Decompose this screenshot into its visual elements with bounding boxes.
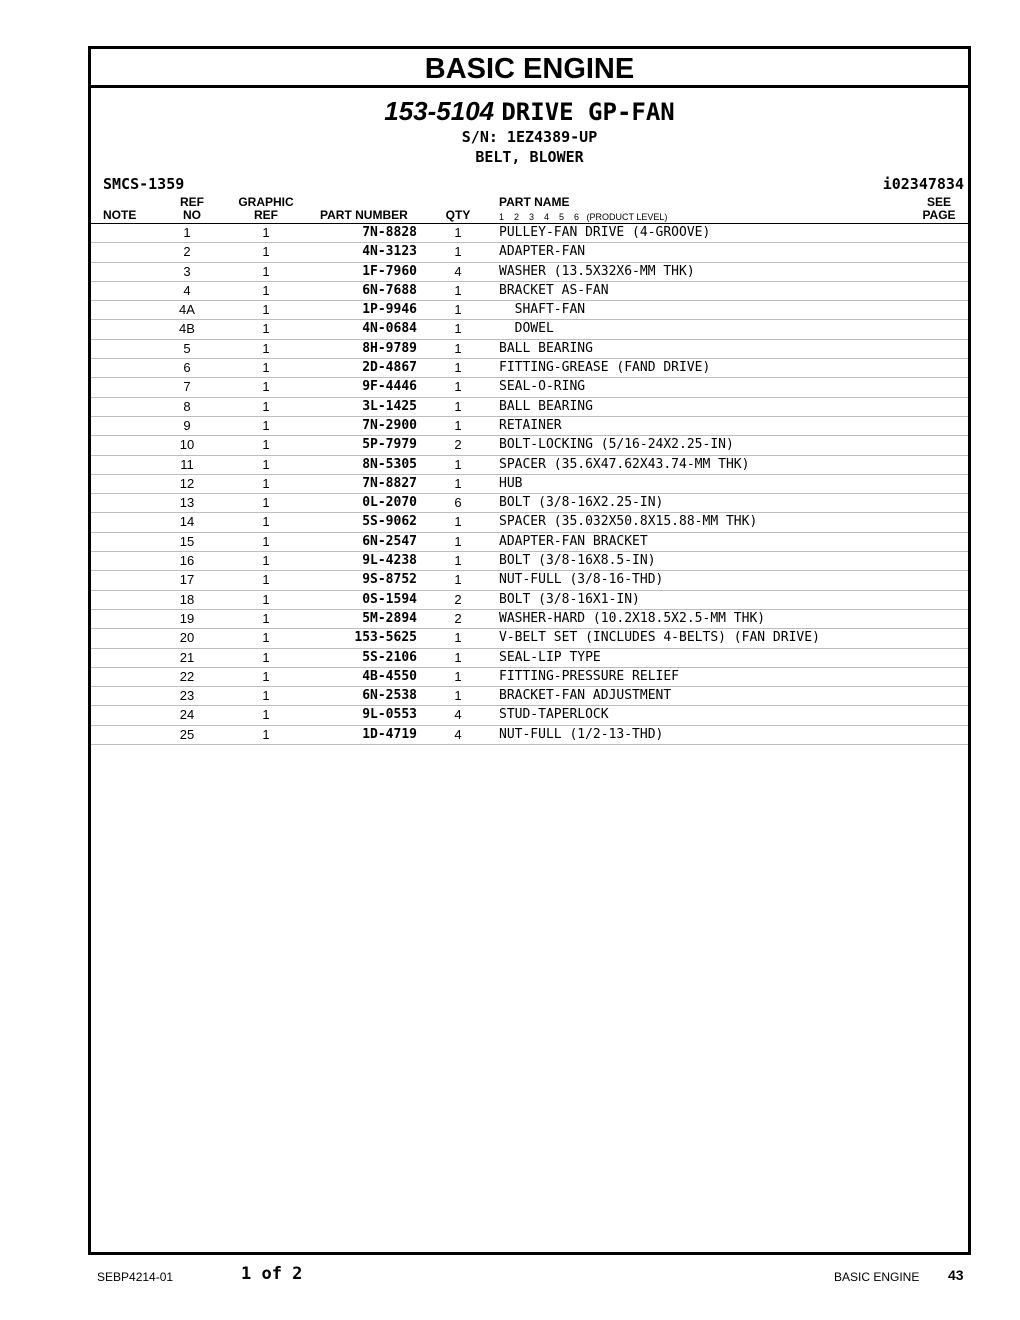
- row-graphic-ref: 1: [262, 495, 270, 511]
- row-graphic-ref: 1: [262, 282, 270, 298]
- row-ref-no: 17: [179, 572, 195, 588]
- row-qty: 1: [454, 649, 462, 665]
- col-graphic-bottom: REF: [254, 208, 278, 222]
- row-ref-no: 13: [179, 495, 195, 511]
- row-part-name: FITTING-PRESSURE RELIEF: [499, 668, 680, 684]
- row-ref-no: 22: [179, 668, 195, 684]
- row-qty: 1: [454, 630, 462, 646]
- row-part-number: 1P-9946: [362, 302, 417, 318]
- group-part-number: 153-5104: [384, 96, 495, 126]
- table-row: [91, 533, 968, 552]
- row-qty: 4: [454, 707, 462, 723]
- row-graphic-ref: 1: [262, 225, 270, 240]
- row-graphic-ref: 1: [262, 553, 270, 569]
- row-part-number: 2D-4867: [362, 360, 417, 376]
- row-graphic-ref: 1: [262, 417, 270, 433]
- row-qty: 1: [454, 398, 462, 414]
- row-ref-no: 11: [180, 456, 194, 472]
- row-part-name: BOLT (3/8-16X8.5-IN): [499, 553, 656, 569]
- row-part-number: 0L-2070: [362, 495, 417, 511]
- row-part-number: 6N-2547: [362, 533, 417, 549]
- table-row: [91, 263, 968, 282]
- row-qty: 2: [454, 437, 462, 453]
- id-line: [91, 173, 968, 195]
- table-row: [91, 706, 968, 725]
- col-part-number: PART NUMBER: [320, 208, 408, 222]
- table-row: [91, 417, 968, 436]
- row-graphic-ref: 1: [262, 591, 270, 607]
- row-ref-no: 15: [179, 533, 195, 549]
- row-ref-no: 8: [183, 398, 191, 414]
- row-ref-no: 7: [183, 379, 191, 395]
- col-see-top: SEE: [926, 195, 951, 209]
- row-part-name: ADAPTER-FAN BRACKET: [499, 533, 648, 549]
- row-part-number: 4B-4550: [362, 668, 417, 684]
- table-row: [91, 513, 968, 532]
- table-row: [91, 243, 968, 262]
- row-part-name: ADAPTER-FAN: [499, 244, 586, 260]
- row-part-name: SEAL-O-RING: [499, 379, 586, 395]
- row-graphic-ref: 1: [262, 475, 270, 491]
- row-qty: 1: [454, 456, 462, 472]
- parts-table-body: [91, 224, 968, 745]
- row-part-name: SPACER (35.032X50.8X15.88-MM THK): [499, 514, 758, 530]
- row-ref-no: 1: [183, 225, 191, 240]
- row-part-number: 153-5625: [354, 630, 417, 646]
- footer-page-of: 1 of 2: [241, 1264, 303, 1284]
- row-part-number: 9L-4238: [362, 553, 417, 569]
- row-part-number: 3L-1425: [362, 398, 417, 414]
- row-part-number: 1F-7960: [362, 263, 417, 279]
- row-qty: 4: [454, 263, 462, 279]
- row-part-number: 1D-4719: [362, 726, 417, 742]
- row-graphic-ref: 1: [262, 340, 270, 356]
- row-part-number: 7N-2900: [362, 417, 417, 433]
- row-part-name: V-BELT SET (INCLUDES 4-BELTS) (FAN DRIVE): [499, 630, 820, 646]
- col-ref-top: REF: [180, 195, 204, 209]
- row-part-name: BALL BEARING: [499, 398, 593, 414]
- row-ref-no: 2: [183, 244, 191, 260]
- table-row: [91, 687, 968, 706]
- page-footer: [0, 1264, 1020, 1288]
- serial-number: S/N: 1EZ4389-UP: [461, 128, 598, 146]
- row-ref-no: 12: [179, 475, 195, 491]
- row-ref-no: 5: [183, 340, 191, 356]
- row-qty: 1: [454, 572, 462, 588]
- row-qty: 1: [454, 553, 462, 569]
- row-part-name: NUT-FULL (3/8-16-THD): [499, 572, 664, 588]
- table-row: [91, 282, 968, 301]
- row-qty: 1: [454, 417, 462, 433]
- row-part-number: 4N-3123: [362, 244, 417, 260]
- row-part-name: BOLT-LOCKING (5/16-24X2.25-IN): [499, 437, 734, 453]
- row-ref-no: 23: [179, 688, 195, 704]
- row-part-number: 8H-9789: [362, 340, 417, 356]
- row-ref-no: 21: [179, 649, 195, 665]
- row-part-name: BRACKET AS-FAN: [499, 282, 609, 298]
- row-ref-no: 10: [179, 437, 195, 453]
- smcs-code: SMCS-1359: [103, 175, 185, 193]
- row-graphic-ref: 1: [262, 379, 270, 395]
- row-graphic-ref: 1: [262, 726, 270, 742]
- row-ref-no: 3: [183, 263, 191, 279]
- table-row: [91, 340, 968, 359]
- row-qty: 2: [454, 591, 462, 607]
- row-graphic-ref: 1: [262, 437, 270, 453]
- row-graphic-ref: 1: [262, 398, 270, 414]
- row-part-name: SHAFT-FAN: [499, 302, 586, 318]
- row-ref-no: 18: [179, 591, 195, 607]
- footer-section: BASIC ENGINE: [834, 1270, 920, 1284]
- row-qty: 1: [454, 514, 462, 530]
- col-graphic-top: GRAPHIC: [238, 195, 294, 209]
- row-part-number: 6N-2538: [362, 688, 417, 704]
- row-part-number: 8N-5305: [362, 456, 417, 472]
- row-graphic-ref: 1: [262, 302, 270, 318]
- row-qty: 1: [454, 688, 462, 704]
- col-note: NOTE: [103, 208, 137, 222]
- row-part-number: 5M-2894: [362, 610, 417, 626]
- col-ref-bottom: NO: [183, 208, 201, 222]
- row-qty: 1: [454, 340, 462, 356]
- row-graphic-ref: 1: [262, 514, 270, 530]
- row-part-number: 9L-0553: [362, 707, 417, 723]
- table-row: [91, 726, 968, 745]
- row-ref-no: 20: [179, 630, 195, 646]
- row-qty: 1: [454, 668, 462, 684]
- row-part-name: BRACKET-FAN ADJUSTMENT: [499, 688, 672, 704]
- row-graphic-ref: 1: [262, 321, 270, 337]
- row-qty: 1: [454, 282, 462, 298]
- footer-page-number: 43: [948, 1267, 964, 1283]
- row-part-number: 7N-8828: [362, 225, 417, 240]
- row-graphic-ref: 1: [262, 263, 270, 279]
- row-part-name: NUT-FULL (1/2-13-THD): [499, 726, 664, 742]
- row-part-number: 4N-0684: [362, 321, 417, 337]
- row-graphic-ref: 1: [262, 649, 270, 665]
- table-row: [91, 378, 968, 397]
- row-part-name: SEAL-LIP TYPE: [499, 649, 601, 665]
- section-title: BASIC ENGINE: [91, 49, 968, 88]
- row-ref-no: 14: [179, 514, 195, 530]
- row-qty: 1: [454, 379, 462, 395]
- row-qty: 1: [454, 533, 462, 549]
- table-row: [91, 456, 968, 475]
- row-part-number: 9S-8752: [362, 572, 417, 588]
- footer-doc-id: SEBP4214-01: [97, 1270, 174, 1284]
- row-graphic-ref: 1: [262, 668, 270, 684]
- row-ref-no: 24: [179, 707, 195, 723]
- table-header: [91, 195, 968, 224]
- row-part-name: DOWEL: [499, 321, 554, 337]
- group-name: DRIVE GP-FAN: [501, 98, 675, 126]
- table-row: [91, 552, 968, 571]
- table-row: [91, 224, 968, 243]
- row-graphic-ref: 1: [262, 630, 270, 646]
- row-part-number: 6N-7688: [362, 282, 417, 298]
- row-graphic-ref: 1: [262, 244, 270, 260]
- table-row: [91, 629, 968, 648]
- row-ref-no: 19: [179, 610, 195, 626]
- col-qty: QTY: [445, 208, 471, 222]
- group-title: [91, 96, 968, 127]
- row-part-name: WASHER-HARD (10.2X18.5X2.5-MM THK): [499, 610, 766, 626]
- table-row: [91, 494, 968, 513]
- row-ref-no: 4B: [179, 321, 195, 337]
- col-part-name: PART NAME: [499, 195, 570, 209]
- row-qty: 4: [454, 726, 462, 742]
- row-qty: 1: [454, 225, 462, 240]
- row-graphic-ref: 1: [262, 360, 270, 376]
- row-qty: 1: [454, 302, 462, 318]
- row-part-name: FITTING-GREASE (FAND DRIVE): [499, 360, 711, 376]
- row-ref-no: 6: [183, 360, 191, 376]
- row-part-name: HUB: [499, 475, 523, 491]
- row-graphic-ref: 1: [262, 456, 270, 472]
- illustration-id: i02347834: [882, 175, 964, 193]
- table-row: [91, 320, 968, 339]
- row-part-number: 5S-2106: [362, 649, 417, 665]
- row-part-number: 5S-9062: [362, 514, 417, 530]
- row-qty: 1: [454, 360, 462, 376]
- row-qty: 1: [454, 244, 462, 260]
- row-ref-no: 16: [179, 553, 195, 569]
- parts-page-frame: [88, 46, 971, 1255]
- table-row: [91, 649, 968, 668]
- group-description: BELT, BLOWER: [475, 148, 584, 166]
- table-row: [91, 610, 968, 629]
- row-qty: 6: [454, 495, 462, 511]
- table-row: [91, 571, 968, 590]
- row-part-name: BOLT (3/8-16X1-IN): [499, 591, 640, 607]
- row-qty: 1: [454, 321, 462, 337]
- table-row: [91, 398, 968, 417]
- row-graphic-ref: 1: [262, 707, 270, 723]
- row-ref-no: 4: [183, 282, 191, 298]
- row-part-name: STUD-TAPERLOCK: [499, 707, 609, 723]
- table-row: [91, 359, 968, 378]
- row-part-number: 7N-8827: [362, 475, 417, 491]
- row-part-name: RETAINER: [499, 417, 562, 433]
- row-ref-no: 25: [179, 726, 195, 742]
- row-part-name: BALL BEARING: [499, 340, 593, 356]
- table-row: [91, 436, 968, 455]
- row-ref-no: 9: [183, 417, 191, 433]
- col-see-bottom: PAGE: [922, 208, 956, 222]
- table-row: [91, 591, 968, 610]
- table-row: [91, 475, 968, 494]
- row-graphic-ref: 1: [262, 610, 270, 626]
- table-row: [91, 301, 968, 320]
- row-part-name: BOLT (3/8-16X2.25-IN): [499, 495, 664, 511]
- row-graphic-ref: 1: [262, 533, 270, 549]
- row-graphic-ref: 1: [262, 688, 270, 704]
- row-ref-no: 4A: [179, 302, 195, 318]
- table-row: [91, 668, 968, 687]
- row-part-number: 5P-7979: [362, 437, 417, 453]
- row-graphic-ref: 1: [262, 572, 270, 588]
- row-qty: 2: [454, 610, 462, 626]
- row-part-number: 9F-4446: [362, 379, 417, 395]
- row-qty: 1: [454, 475, 462, 491]
- row-part-number: 0S-1594: [362, 591, 417, 607]
- row-part-name: WASHER (13.5X32X6-MM THK): [499, 263, 695, 279]
- row-part-name: PULLEY-FAN DRIVE (4-GROOVE): [499, 225, 711, 240]
- row-part-name: SPACER (35.6X47.62X43.74-MM THK): [499, 456, 750, 472]
- col-product-level: 1 2 3 4 5 6 (PRODUCT LEVEL): [499, 212, 668, 222]
